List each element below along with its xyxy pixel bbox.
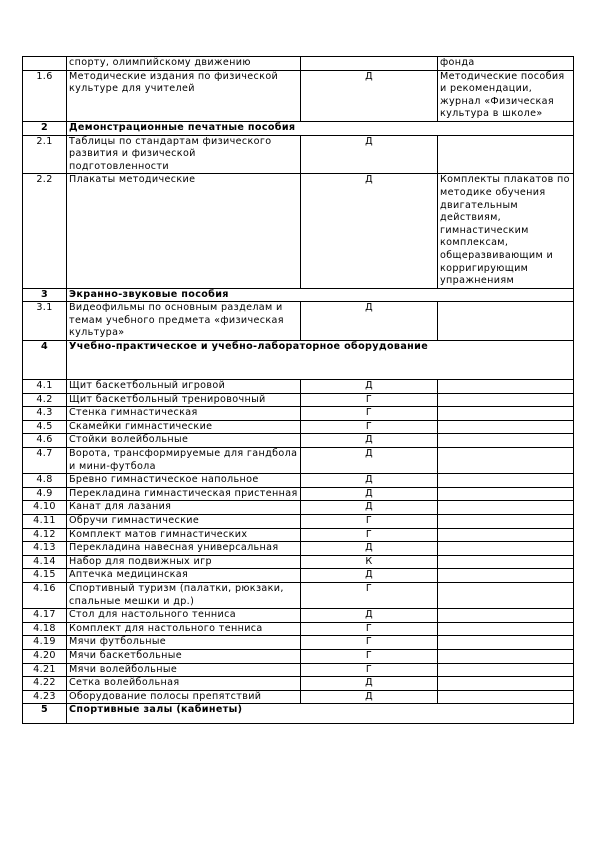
- item-note: [438, 555, 574, 569]
- table-row: [23, 515, 574, 529]
- item-name: Стенка гимнастическая: [67, 407, 301, 421]
- item-name: Мячи футбольные: [67, 636, 301, 650]
- item-note: [438, 515, 574, 529]
- item-note: [438, 434, 574, 448]
- item-name: Мячи волейбольные: [67, 663, 301, 677]
- row-number: 4.1: [23, 380, 67, 394]
- row-number: 4.16: [23, 582, 67, 608]
- item-note: [438, 636, 574, 650]
- item-code: Д: [301, 569, 438, 583]
- item-code: Д: [301, 135, 438, 174]
- item-code: Д: [301, 542, 438, 556]
- item-code: Д: [301, 174, 438, 288]
- table-row: [23, 57, 574, 71]
- item-note: Комплекты плакатов по методике обучения двигательным действиям, гимнастическим комплексам, общеразвивающим и корригирующим упражнениям: [438, 174, 574, 288]
- item-name: Таблицы по стандартам физического развития и физической подготовленности: [67, 135, 301, 174]
- section-title: Демонстрационные печатные пособия: [67, 121, 574, 135]
- row-number: 4: [23, 341, 67, 380]
- item-name: Бревно гимнастическое напольное: [67, 474, 301, 488]
- item-code: К: [301, 555, 438, 569]
- item-code: Д: [301, 380, 438, 394]
- row-number: 4.8: [23, 474, 67, 488]
- table-row: [23, 135, 574, 174]
- row-number: 4.13: [23, 542, 67, 556]
- row-number: 4.5: [23, 420, 67, 434]
- item-code: Д: [301, 501, 438, 515]
- item-note: [438, 380, 574, 394]
- item-name: Комплект матов гимнастических: [67, 528, 301, 542]
- row-number: 2: [23, 121, 67, 135]
- row-number: 4.20: [23, 649, 67, 663]
- table-row: [23, 448, 574, 474]
- item-name: Сетка волейбольная: [67, 677, 301, 691]
- row-number: 4.7: [23, 448, 67, 474]
- section-title: Учебно-практическое и учебно-лабораторное оборудование: [67, 341, 574, 380]
- item-name: Ворота, трансформируемые для гандбола и мини-футбола: [67, 448, 301, 474]
- item-code: Д: [301, 434, 438, 448]
- row-number: 4.9: [23, 487, 67, 501]
- item-code: Г: [301, 622, 438, 636]
- item-name: Перекладина гимнастическая пристенная: [67, 487, 301, 501]
- table-row: [23, 677, 574, 691]
- item-name: Плакаты методические: [67, 174, 301, 288]
- item-code: Д: [301, 609, 438, 623]
- row-number: 4.15: [23, 569, 67, 583]
- row-number: 4.12: [23, 528, 67, 542]
- item-note: Методические пособия и рекомендации, журнал «Физическая культура в школе»: [438, 70, 574, 121]
- row-number: 3: [23, 288, 67, 302]
- item-name: Канат для лазания: [67, 501, 301, 515]
- item-note: [438, 135, 574, 174]
- item-code: Г: [301, 420, 438, 434]
- item-note: [438, 677, 574, 691]
- section-row: [23, 704, 574, 724]
- row-number: 4.10: [23, 501, 67, 515]
- item-name: Обручи гимнастические: [67, 515, 301, 529]
- table-row: [23, 528, 574, 542]
- table-row: [23, 622, 574, 636]
- table-row: [23, 302, 574, 341]
- row-number: 4.19: [23, 636, 67, 650]
- table-row: [23, 474, 574, 488]
- item-code: Д: [301, 70, 438, 121]
- item-note: [438, 302, 574, 341]
- item-name: Набор для подвижных игр: [67, 555, 301, 569]
- row-number: [23, 57, 67, 71]
- item-note: [438, 420, 574, 434]
- item-name: Аптечка медицинская: [67, 569, 301, 583]
- section-row: [23, 121, 574, 135]
- item-name: Методические издания по физической культуре для учителей: [67, 70, 301, 121]
- table-row: [23, 690, 574, 704]
- item-name: Мячи баскетбольные: [67, 649, 301, 663]
- item-name: Скамейки гимнастические: [67, 420, 301, 434]
- item-note: [438, 528, 574, 542]
- equipment-table: [22, 56, 574, 724]
- item-code: Г: [301, 649, 438, 663]
- item-name: Щит баскетбольный игровой: [67, 380, 301, 394]
- item-code: Г: [301, 407, 438, 421]
- table-row: [23, 636, 574, 650]
- table-row: [23, 380, 574, 394]
- table-row: [23, 609, 574, 623]
- item-code: Д: [301, 474, 438, 488]
- section-title: Экранно-звуковые пособия: [67, 288, 574, 302]
- item-name: Стол для настольного тенниса: [67, 609, 301, 623]
- item-code: [301, 57, 438, 71]
- table-row: [23, 434, 574, 448]
- table-body: [23, 57, 574, 724]
- table-row: [23, 542, 574, 556]
- row-number: 4.3: [23, 407, 67, 421]
- item-note: [438, 663, 574, 677]
- table-row: [23, 174, 574, 288]
- row-number: 4.23: [23, 690, 67, 704]
- table-row: [23, 487, 574, 501]
- row-number: 5: [23, 704, 67, 724]
- item-name: Оборудование полосы препятствий: [67, 690, 301, 704]
- row-number: 2.1: [23, 135, 67, 174]
- item-code: Г: [301, 636, 438, 650]
- item-name: Перекладина навесная универсальная: [67, 542, 301, 556]
- item-note: [438, 542, 574, 556]
- table-row: [23, 420, 574, 434]
- item-note: [438, 393, 574, 407]
- row-number: 2.2: [23, 174, 67, 288]
- table-row: [23, 663, 574, 677]
- item-name: Щит баскетбольный тренировочный: [67, 393, 301, 407]
- row-number: 4.2: [23, 393, 67, 407]
- item-code: Г: [301, 582, 438, 608]
- item-name: Видеофильмы по основным разделам и темам учебного предмета «физическая культура»: [67, 302, 301, 341]
- item-code: Г: [301, 663, 438, 677]
- table-row: [23, 70, 574, 121]
- item-note: [438, 407, 574, 421]
- item-note: [438, 690, 574, 704]
- item-note: [438, 622, 574, 636]
- row-number: 4.14: [23, 555, 67, 569]
- table-row: [23, 649, 574, 663]
- item-code: Д: [301, 302, 438, 341]
- item-code: Д: [301, 487, 438, 501]
- row-number: 1.6: [23, 70, 67, 121]
- item-note: [438, 582, 574, 608]
- item-note: [438, 501, 574, 515]
- row-number: 4.18: [23, 622, 67, 636]
- item-code: Г: [301, 515, 438, 529]
- item-note: [438, 487, 574, 501]
- item-note: [438, 649, 574, 663]
- table-row: [23, 501, 574, 515]
- row-number: 3.1: [23, 302, 67, 341]
- row-number: 4.11: [23, 515, 67, 529]
- section-row: [23, 341, 574, 380]
- item-name: Стойки волейбольные: [67, 434, 301, 448]
- item-code: Г: [301, 393, 438, 407]
- row-number: 4.17: [23, 609, 67, 623]
- section-row: [23, 288, 574, 302]
- item-note: [438, 474, 574, 488]
- item-note: [438, 609, 574, 623]
- item-name: спорту, олимпийскому движению: [67, 57, 301, 71]
- row-number: 4.21: [23, 663, 67, 677]
- item-code: Г: [301, 528, 438, 542]
- item-code: Д: [301, 448, 438, 474]
- table-row: [23, 393, 574, 407]
- item-note: [438, 569, 574, 583]
- row-number: 4.6: [23, 434, 67, 448]
- item-code: Д: [301, 677, 438, 691]
- item-code: Д: [301, 690, 438, 704]
- table-row: [23, 569, 574, 583]
- section-title: Спортивные залы (кабинеты): [67, 704, 574, 724]
- item-note: [438, 448, 574, 474]
- item-name: Комплект для настольного тенниса: [67, 622, 301, 636]
- row-number: 4.22: [23, 677, 67, 691]
- table-row: [23, 407, 574, 421]
- table-row: [23, 555, 574, 569]
- table-row: [23, 582, 574, 608]
- item-note: фонда: [438, 57, 574, 71]
- item-name: Спортивный туризм (палатки, рюкзаки, спальные мешки и др.): [67, 582, 301, 608]
